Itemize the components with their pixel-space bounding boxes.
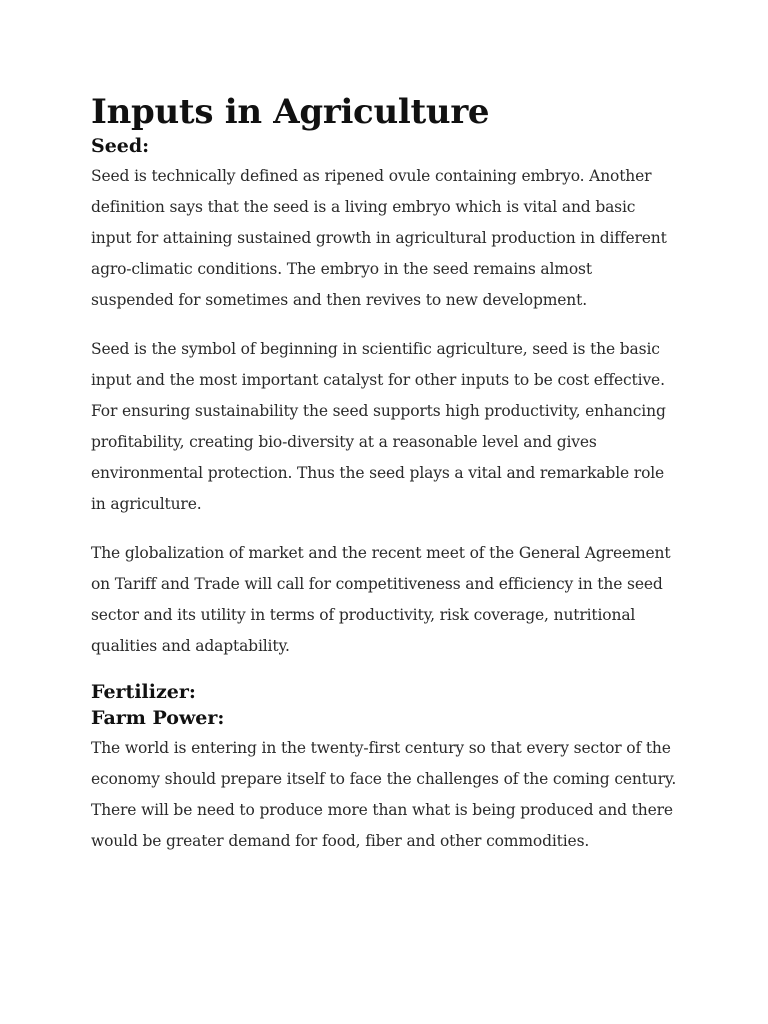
farm-power-paragraph-1: The world is entering in the twenty-first century so that every sector of the economy should prepare itself to face the challenges of the coming century. There will be need to produce more than what is being produced and there would be greater demand for food, fiber and other commodities.	[91, 739, 677, 850]
page-title: Inputs in Agriculture	[91, 92, 490, 132]
section-heading-fertilizer: Fertilizer:	[91, 681, 196, 703]
section-heading-farm-power: Farm Power:	[91, 707, 225, 729]
seed-paragraph-3: The globalization of market and the recent meet of the General Agreement on Tariff and Trade will call for competitiveness and efficiency in the seed sector and its utility in terms of productivity, risk coverage, nutritional qualities and adaptability.	[91, 544, 671, 655]
section-heading-seed: Seed:	[91, 135, 150, 157]
seed-paragraph-2: Seed is the symbol of beginning in scientific agriculture, seed is the basic input and the most important catalyst for other inputs to be cost effective. For ensuring sustainability the seed supports high productivity, enhancing profitability, creating bio-diversity at a reasonable level and gives environmental protection. Thus the seed plays a vital and remarkable role in agriculture.	[91, 340, 666, 513]
seed-paragraph-1: Seed is technically defined as ripened ovule containing embryo. Another definition says that the seed is a living embryo which is vital and basic input for attaining sustained growth in agricultural production in different agro-climatic conditions. The embryo in the seed remains almost suspended for sometimes and then revives to new development.	[91, 167, 667, 309]
